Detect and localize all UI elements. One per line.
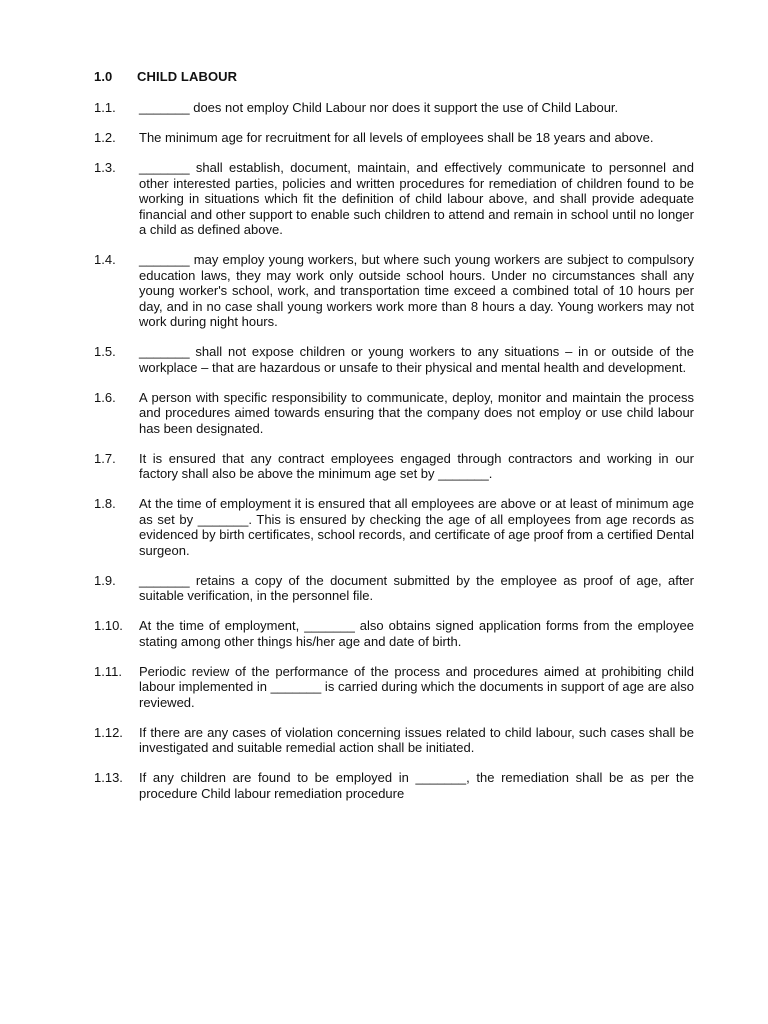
clause-item — [94, 160, 694, 238]
clause-list — [94, 100, 694, 816]
clause-text: _______ shall not expose children or young workers to any situations – in or outside of the workplace – that are hazardous or unsafe to their physical and mental health and development. — [139, 344, 694, 375]
clause-item — [94, 252, 694, 330]
clause-number: 1.7. — [94, 450, 116, 466]
clause-item — [94, 573, 694, 604]
clause-text: _______ may employ young workers, but where such young workers are subject to compulsory education laws, they may work only outside school hours. Under no circumstances shall any young worker's school, work, and transportation time exceed a combined total of 10 hours per day, and in no case shall young workers work more than 8 hours a day. Young workers may not work during night hours. — [139, 252, 694, 329]
section-title: CHILD LABOUR — [137, 69, 238, 84]
clause-text: If any children are found to be employed in _______, the remediation shall be as per the procedure Child labour remediation procedure — [139, 770, 694, 801]
clause-number: 1.10. — [94, 618, 123, 633]
clause-item — [94, 618, 694, 649]
clause-item — [94, 390, 694, 437]
clause-item — [94, 664, 694, 711]
clause-number: 1.3. — [94, 160, 116, 175]
clause-text: At the time of employment it is ensured that all employees are above or at least of minimum age as set by _______. This is ensured by checking the age of all employees from age records as evidenced by birth certificates, school records, and certificate of age proof from a certified Dental surgeon. — [139, 496, 694, 558]
section-number: 1.0 — [94, 69, 113, 84]
clause-number: 1.4. — [94, 252, 116, 267]
clause-text: A person with specific responsibility to communicate, deploy, monitor and maintain the process and procedures aimed towards ensuring that the company does not employ or use child labour has been designated. — [139, 389, 694, 436]
clause-text: _______ retains a copy of the document submitted by the employee as proof of age, after suitable verification, in the personnel file. — [139, 572, 694, 603]
clause-item — [94, 344, 694, 375]
clause-text: Periodic review of the performance of the process and procedures aimed at prohibiting child labour implemented in _______ is carried during which the documents in support of age are also reviewed. — [139, 663, 694, 710]
clause-number: 1.11. — [94, 663, 122, 679]
clause-item — [94, 496, 694, 558]
clause-item — [94, 770, 694, 801]
clause-item — [94, 100, 694, 116]
section-heading — [94, 69, 237, 84]
clause-text: It is ensured that any contract employees engaged through contractors and working in our factory shall also be above the minimum age set by _______. — [139, 450, 694, 481]
clause-number: 1.8. — [94, 496, 116, 511]
clause-item — [94, 451, 694, 482]
clause-text: _______ shall establish, document, maintain, and effectively communicate to personnel and other interested parties, policies and written procedures for remediation of children found to be working in situations which fit the definition of child labour above, and shall provide adequate financial and other support to enable such children to attend and remain in school until no longer a child as defined above. — [139, 160, 694, 237]
clause-number: 1.1. — [94, 100, 116, 115]
clause-number: 1.6. — [94, 389, 116, 405]
clause-text: _______ does not employ Child Labour nor does it support the use of Child Labour. — [139, 100, 619, 115]
clause-text: If there are any cases of violation concerning issues related to child labour, such cases shall be investigated and suitable remedial action shall be initiated. — [139, 724, 694, 755]
clause-item — [94, 130, 694, 146]
clause-number: 1.12. — [94, 724, 123, 740]
clause-text: At the time of employment, _______ also obtains signed application forms from the employee stating among other things his/her age and date of birth. — [139, 618, 694, 649]
clause-number: 1.9. — [94, 572, 116, 588]
clause-number: 1.5. — [94, 344, 116, 359]
clause-text: The minimum age for recruitment for all levels of employees shall be 18 years and above. — [139, 130, 654, 145]
clause-item — [94, 725, 694, 756]
clause-number: 1.13. — [94, 770, 123, 785]
clause-number: 1.2. — [94, 130, 116, 145]
